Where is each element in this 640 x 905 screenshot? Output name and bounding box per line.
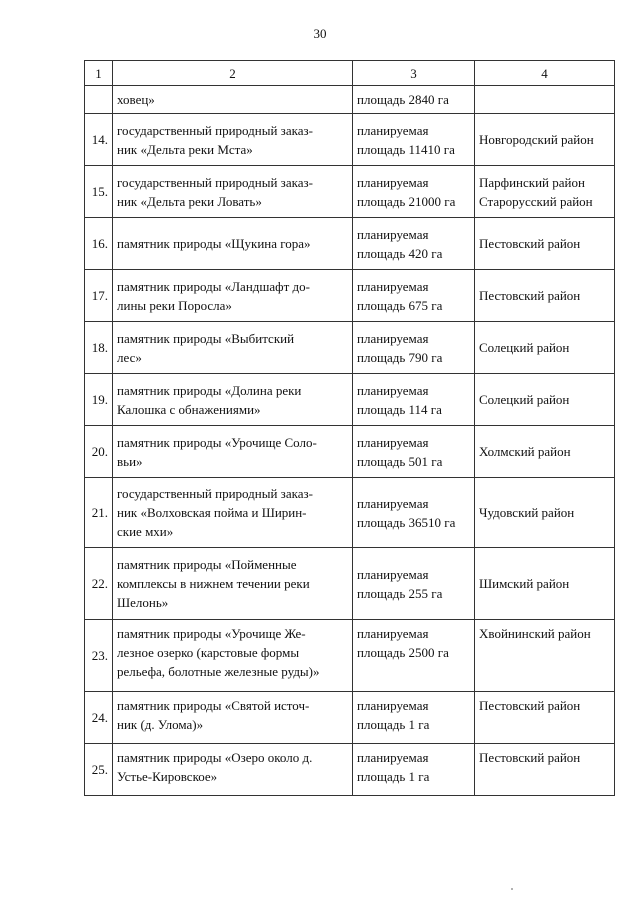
object-district	[475, 218, 615, 270]
object-name-line: рельефа, болотные железные руды)»	[117, 664, 320, 679]
object-district-line: Шимский район	[479, 576, 570, 591]
protected-areas-table	[84, 60, 615, 796]
row-number: 17.	[85, 270, 113, 322]
object-area	[353, 478, 475, 548]
object-name	[113, 426, 353, 478]
object-district	[475, 692, 615, 744]
object-name	[113, 744, 353, 796]
table-row	[85, 270, 615, 322]
object-name-line: ник (д. Улома)»	[117, 717, 204, 732]
object-area-line: планируемая	[357, 566, 429, 582]
row-number: 21.	[85, 478, 113, 548]
object-area-line: планируемая	[357, 174, 429, 190]
object-name-line: Устье-Кировское»	[117, 769, 218, 784]
table-body	[85, 86, 615, 796]
object-name	[113, 548, 353, 620]
object-name-line: памятник природы «Щукина гора»	[117, 236, 311, 251]
table-row	[85, 374, 615, 426]
row-number: 19.	[85, 374, 113, 426]
object-area	[353, 374, 475, 426]
object-name-line: памятник природы «Ландшафт до-	[117, 278, 310, 294]
object-area-line: площадь 255 га	[357, 585, 443, 601]
object-area	[353, 322, 475, 374]
row-number: 15.	[85, 166, 113, 218]
object-name-line: памятник природы «Пойменные	[117, 557, 297, 572]
object-area-line: площадь 11410 га	[357, 141, 455, 157]
object-district	[475, 322, 615, 374]
object-name	[113, 374, 353, 426]
object-area-line: планируемая	[357, 750, 429, 765]
object-area-line: площадь 21000 га	[357, 193, 456, 209]
table-header-row	[85, 61, 615, 86]
table-row	[85, 426, 615, 478]
object-area	[353, 270, 475, 322]
object-area	[353, 692, 475, 744]
object-name	[113, 86, 353, 114]
object-area-line: планируемая	[357, 278, 429, 294]
table-row	[85, 114, 615, 166]
row-number: 20.	[85, 426, 113, 478]
object-name-line: государственный природный заказ-	[117, 486, 313, 501]
object-district-line: Пестовский район	[479, 698, 581, 713]
object-area-line: планируемая	[357, 434, 429, 450]
table-row	[85, 218, 615, 270]
object-area	[353, 166, 475, 218]
object-district-line: Пестовский район	[479, 288, 581, 303]
object-district	[475, 426, 615, 478]
object-district	[475, 166, 615, 218]
object-name-line: памятник природы «Святой источ-	[117, 698, 310, 713]
object-district-line: Хвойнинский район	[479, 626, 591, 641]
object-district-line: Чудовский район	[479, 505, 575, 520]
object-name-line: памятник природы «Урочище Соло-	[117, 434, 317, 450]
object-district	[475, 374, 615, 426]
object-area-line: площадь 501 га	[357, 453, 443, 469]
scan-speck	[511, 888, 513, 890]
object-name	[113, 692, 353, 744]
row-number: 22.	[85, 548, 113, 620]
object-area-line: площадь 2840 га	[357, 92, 449, 107]
object-district-line: Парфинский район	[479, 174, 585, 190]
table-row	[85, 86, 615, 114]
object-area-line: площадь 1 га	[357, 717, 430, 732]
object-area-line: площадь 675 га	[357, 297, 443, 313]
object-name	[113, 322, 353, 374]
object-district-line: Холмский район	[479, 444, 571, 459]
object-district-line: Старорусский район	[479, 193, 593, 209]
object-name-line: Шелонь»	[117, 595, 169, 610]
object-district	[475, 86, 615, 114]
object-name	[113, 478, 353, 548]
object-name-line: памятник природы «Озеро около д.	[117, 750, 313, 765]
column-header-district: 4	[475, 61, 615, 86]
object-area-line: планируемая	[357, 330, 429, 346]
object-name-line: ские мхи»	[117, 524, 174, 539]
table-row	[85, 166, 615, 218]
column-header-number: 1	[85, 61, 113, 86]
object-area	[353, 620, 475, 692]
object-name-line: памятник природы «Урочище Же-	[117, 626, 306, 641]
object-name	[113, 620, 353, 692]
object-area	[353, 114, 475, 166]
object-name-line: лес»	[117, 349, 142, 365]
row-number: 18.	[85, 322, 113, 374]
object-name-line: памятник природы «Выбитский	[117, 330, 295, 346]
object-area-line: площадь 36510 га	[357, 514, 456, 530]
row-number: 24.	[85, 692, 113, 744]
object-area-line: площадь 790 га	[357, 349, 443, 365]
object-name-line: памятник природы «Долина реки	[117, 382, 302, 398]
object-area-line: планируемая	[357, 626, 429, 641]
object-area-line: планируемая	[357, 226, 429, 242]
object-name	[113, 218, 353, 270]
object-area-line: площадь 1 га	[357, 769, 430, 784]
column-header-area: 3	[353, 61, 475, 86]
table-row	[85, 692, 615, 744]
object-district	[475, 270, 615, 322]
object-area	[353, 744, 475, 796]
object-name	[113, 270, 353, 322]
object-district	[475, 548, 615, 620]
table-row	[85, 744, 615, 796]
object-district-line: Пестовский район	[479, 750, 581, 765]
object-district-line: Новгородский район	[479, 132, 594, 147]
row-number: 16.	[85, 218, 113, 270]
row-number	[85, 86, 113, 114]
object-name-line: комплексы в нижнем течении реки	[117, 576, 310, 591]
object-name-line: вьи»	[117, 453, 143, 469]
object-area-line: планируемая	[357, 698, 429, 713]
object-area-line: площадь 2500 га	[357, 645, 449, 660]
table-row	[85, 620, 615, 692]
object-area-line: планируемая	[357, 495, 429, 511]
page-number: 30	[313, 26, 327, 41]
table-row	[85, 322, 615, 374]
object-name-line: государственный природный заказ-	[117, 174, 313, 190]
table-row	[85, 548, 615, 620]
object-district	[475, 744, 615, 796]
object-name-line: ник «Дельта реки Мста»	[117, 141, 253, 157]
object-name-line: ник «Волховская пойма и Ширин-	[117, 505, 307, 520]
object-area-line: площадь 420 га	[357, 245, 443, 261]
object-district-line: Солецкий район	[479, 392, 570, 407]
row-number: 23.	[85, 620, 113, 692]
object-name-line: ховец»	[117, 92, 155, 107]
object-area	[353, 218, 475, 270]
object-district-line: Пестовский район	[479, 236, 581, 251]
object-district	[475, 114, 615, 166]
object-name-line: государственный природный заказ-	[117, 122, 313, 138]
object-district	[475, 478, 615, 548]
object-name-line: Калошка с обнажениями»	[117, 401, 261, 417]
object-name-line: лины реки Поросла»	[117, 297, 232, 313]
object-area	[353, 548, 475, 620]
column-header-name: 2	[113, 61, 353, 86]
object-area	[353, 426, 475, 478]
object-district	[475, 620, 615, 692]
object-name	[113, 114, 353, 166]
object-area-line: площадь 114 га	[357, 401, 442, 417]
object-area-line: планируемая	[357, 382, 429, 398]
object-area	[353, 86, 475, 114]
table-row	[85, 478, 615, 548]
object-district-line: Солецкий район	[479, 340, 570, 355]
row-number: 14.	[85, 114, 113, 166]
object-name	[113, 166, 353, 218]
row-number: 25.	[85, 744, 113, 796]
object-name-line: ник «Дельта реки Ловать»	[117, 193, 262, 209]
object-name-line: лезное озерко (карстовые формы	[117, 645, 300, 660]
object-area-line: планируемая	[357, 122, 429, 138]
